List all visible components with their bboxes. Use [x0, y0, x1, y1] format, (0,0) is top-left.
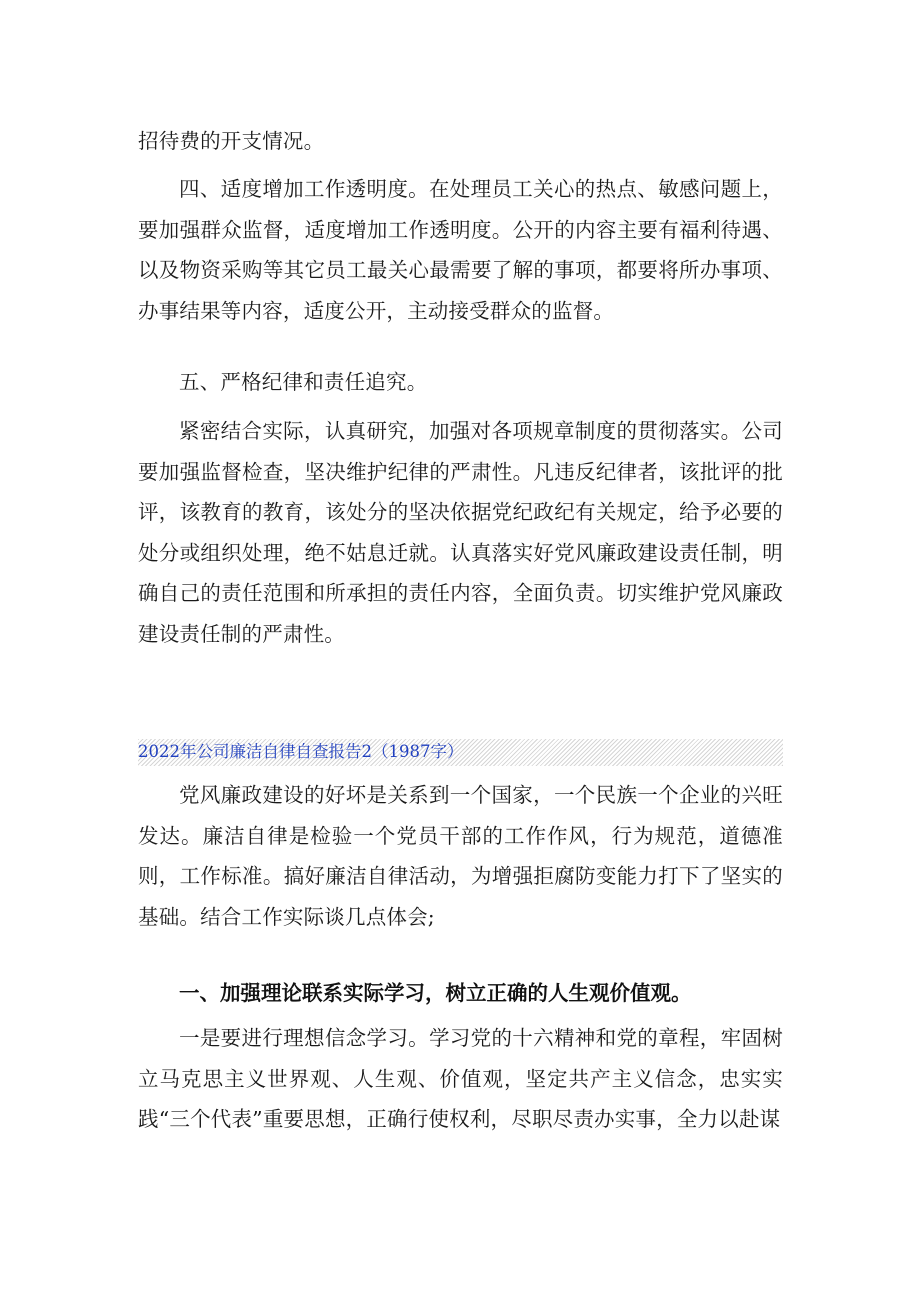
section-title-band — [138, 739, 783, 766]
section-title: 2022年公司廉洁自律自查报告2（1987字） — [138, 742, 464, 761]
paragraph-intro: 党风廉政建设的好坏是关系到一个国家，一个民族一个企业的兴旺发达。廉洁自律是检验一个党员干部的工作作风，行为规范，道德准则，工作标准。搞好廉洁自律活动，为增强拒腐防变能力打下了坚实的基础。结合工作实际谈几点体会; — [138, 783, 783, 929]
paragraph-transparency: 四、适度增加工作透明度。在处理员工关心的热点、敏感问题上，要加强群众监督，适度增加工作透明度。公开的内容主要有福利待遇、以及物资采购等其它员工最关心最需要了解的事项，都要将所办事项、办事结果等内容，适度公开，主动接受群众的监督。 — [138, 177, 783, 323]
paragraph-discipline-heading: 五、严格纪律和责任追究。 — [179, 370, 428, 394]
subheading-theory-practice: 一、加强理论联系实际学习，树立正确的人生观价值观。 — [179, 981, 692, 1005]
paragraph-expense: 招待费的开支情况。 — [138, 129, 325, 153]
paragraph-discipline-body: 紧密结合实际，认真研究，加强对各项规章制度的贯彻落实。公司要加强监督检查，坚决维护纪律的严肃性。凡违反纪律者，该批评的批评，该教育的教育，该处分的坚决依据党纪政纪有关规定，给予必要的处分或组织处理，绝不姑息迁就。认真落实好党风廉政建设责任制，明确自己的责任范围和所承担的责任内容，全面负责。切实维护党风廉政建设责任制的严肃性。 — [138, 419, 783, 646]
paragraph-ideals: 一是要进行理想信念学习。学习党的十六精神和党的章程，牢固树立马克思主义世界观、人生观、价值观，坚定共产主义信念，忠实实践“三个代表”重要思想，正确行使权利，尽职尽责办实事，全力以赴谋 — [138, 1026, 783, 1131]
